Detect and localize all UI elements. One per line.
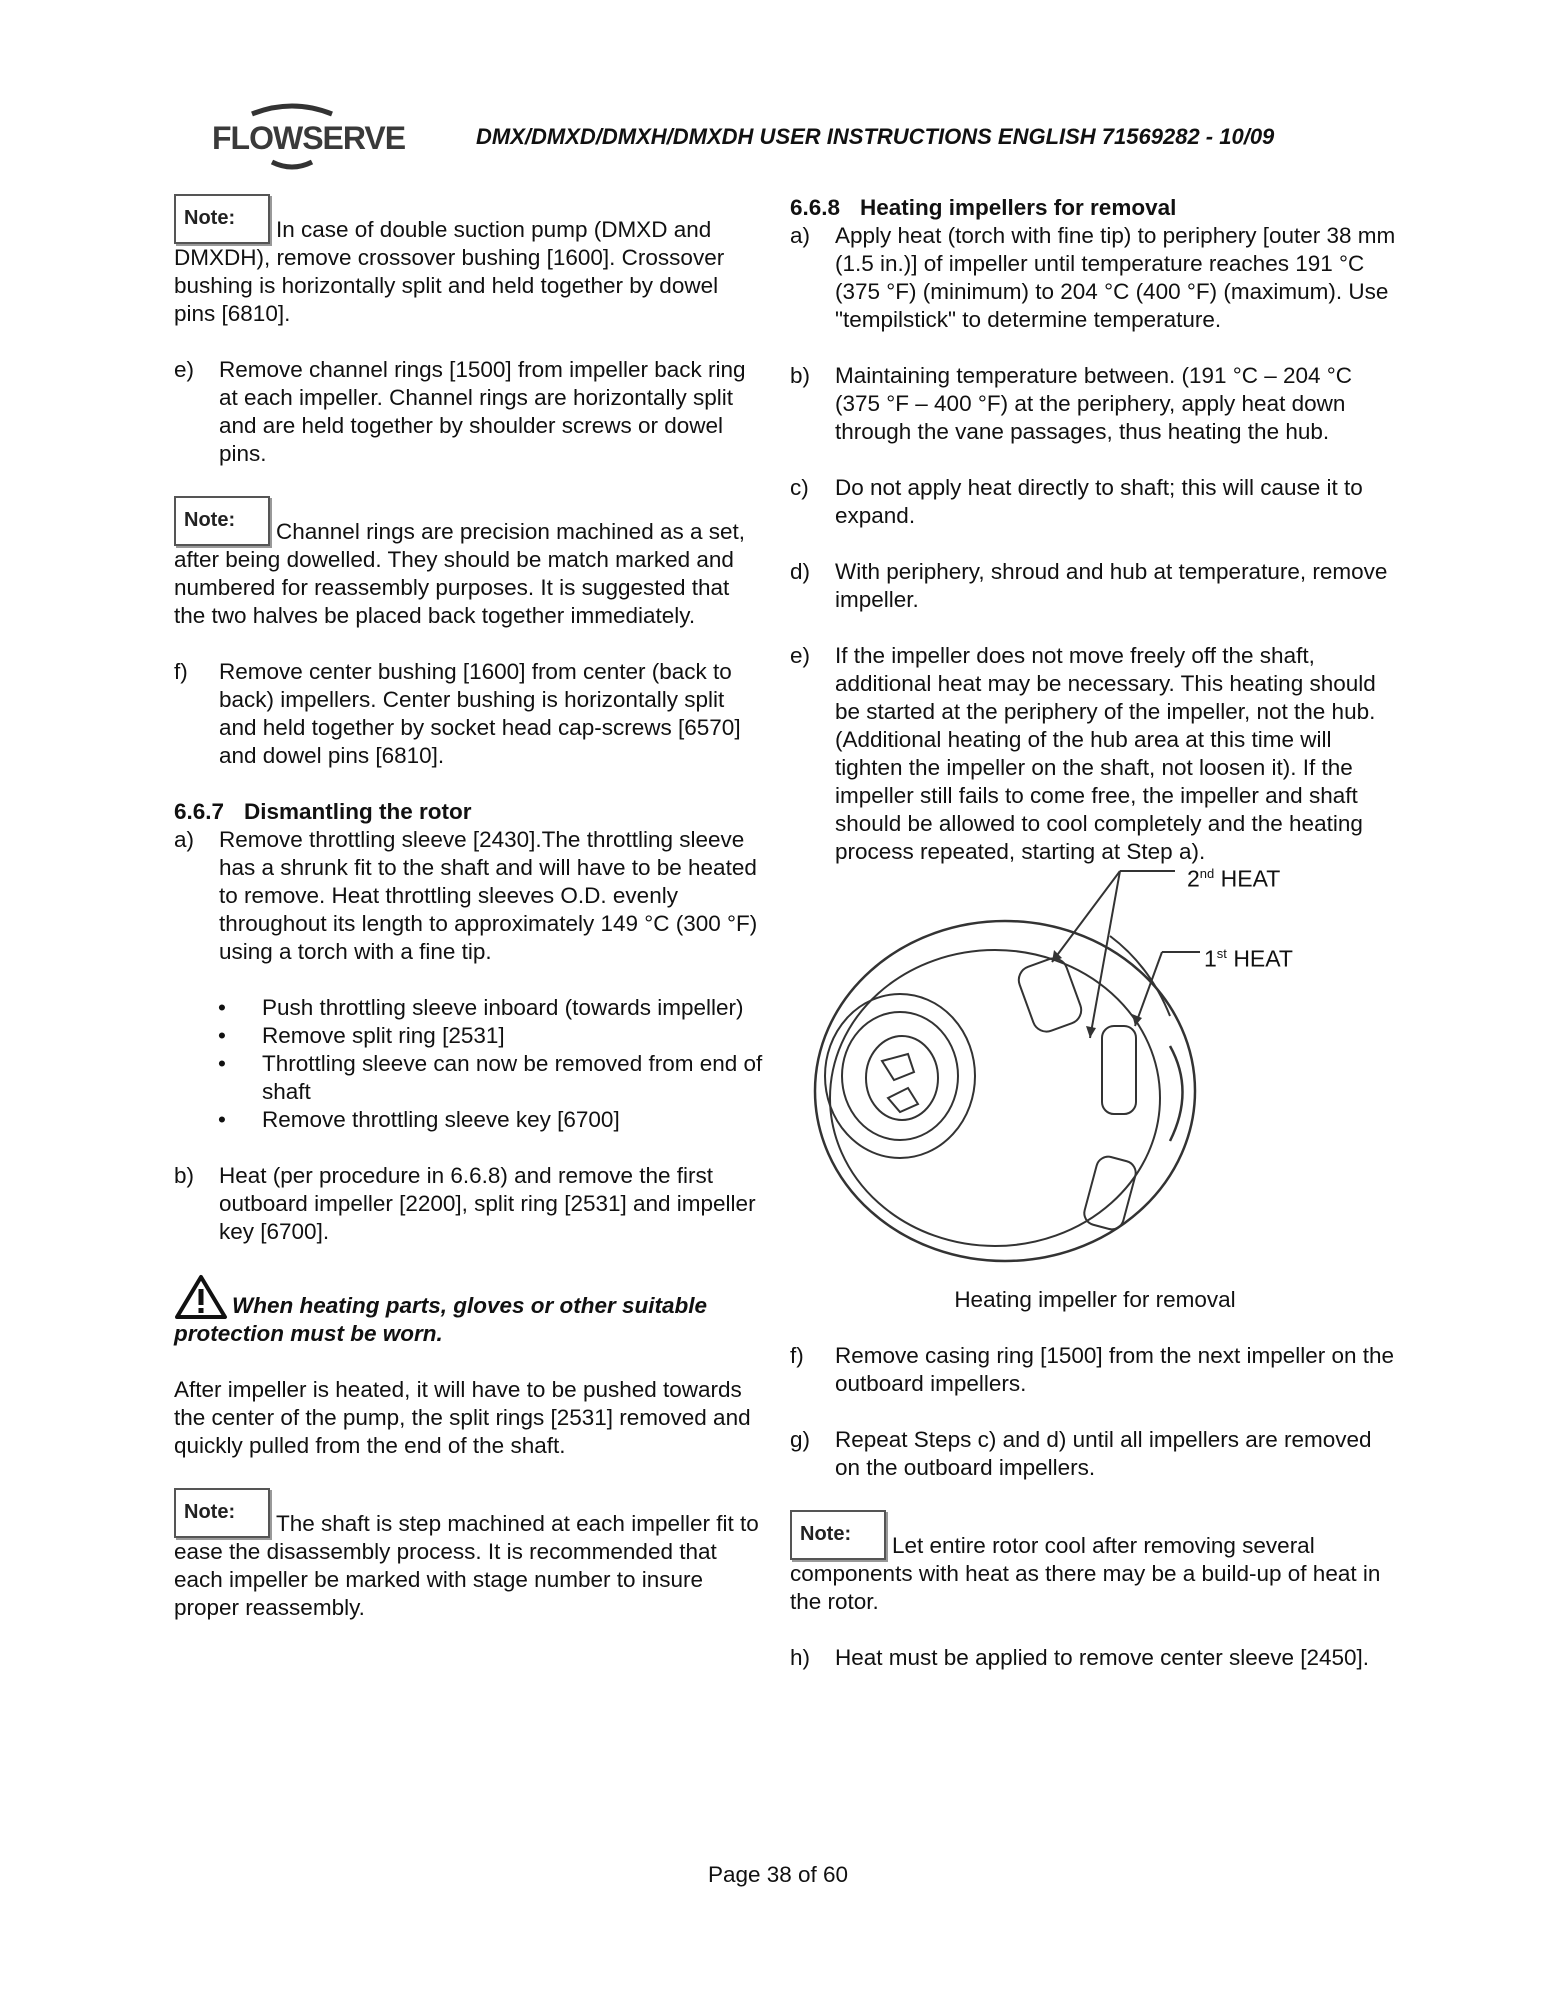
list-item: e) Remove channel rings [1500] from impeller back ring at each impeller. Channel rings are horizontally split and are held together by shoulder screws or dowel pins. [174,357,746,466]
logo-text: FLOWSERVE [212,120,406,156]
note-paragraph [790,1510,1400,1616]
right-column [790,194,1400,1700]
note-text: The shaft is step machined at each impeller fit to ease the disassembly process. It is recommended that each impeller be marked with stage number to insure proper reassembly. [174,1511,759,1620]
note-icon: Note: [174,1488,270,1538]
figure-caption: Heating impeller for removal [954,1287,1236,1312]
note-paragraph [174,194,764,328]
warning-triangle-icon [174,1274,228,1320]
figure-label-2nd-heat: 2nd HEAT [1187,865,1281,892]
list-item: b) Maintaining temperature between. (191 °C – 204 °C (375 °F – 400 °F) at the periphery, apply heat down through the vane passages, thus heating the hub. [790,363,1353,444]
document-header-title: DMX/DMXD/DMXH/DMXDH USER INSTRUCTIONS ENGLISH 71569282 - 10/09 [476,124,1275,149]
note-icon: Note: [174,194,270,244]
list-item: a) Remove throttling sleeve [2430].The throttling sleeve has a shrunk fit to the shaft and will have to be heated to remove. Heat throttling sleeves O.D. evenly throughout its length to approximately 149 °C (300 °F) using a torch with a fine tip. [174,827,758,964]
page-number: Page 38 of 60 [707,1862,849,1887]
impeller-drawing [790,866,1400,1266]
note-paragraph [174,496,764,630]
list-item: g) Repeat Steps c) and d) until all impellers are removed on the outboard impellers. [790,1427,1372,1480]
note-icon: Note: [174,496,270,546]
list-item: f) Remove center bushing [1600] from center (back to back) impellers. Center bushing is horizontally split and held together by socket head cap-screws [6570] and dowel pins [6810]. [174,659,741,768]
section-heading: 6.6.8 Heating impellers for removal [790,195,1177,220]
section-heading: 6.6.7 Dismantling the rotor [174,799,472,824]
body-paragraph: After impeller is heated, it will have to be pushed towards the center of the pump, the split rings [2531] removed and quickly pulled from the end of the shaft. [174,1377,751,1458]
note-paragraph [174,1488,764,1622]
note-text: In case of double suction pump (DMXD and DMXDH), remove crossover bushing [1600]. Crossover bushing is horizontally split and held together by dowel pins [6810]. [174,217,725,326]
bullet-item: • Throttling sleeve can now be removed from end of shaft [262,1050,764,1106]
left-column [174,194,764,1650]
note-text: Channel rings are precision machined as a set, after being dowelled. They should be match marked and numbered for reassembly purposes. It is suggested that the two halves be placed back together immediately. [174,519,746,628]
warning-paragraph [174,1274,764,1348]
list-item: d) With periphery, shroud and hub at temperature, remove impeller. [790,559,1388,612]
impeller-figure [790,866,1400,1286]
flowserve-logo [212,100,406,180]
list-item: b) Heat (per procedure in 6.6.8) and remove the first outboard impeller [2200], split ring [2531] and impeller key [6700]. [174,1163,756,1244]
list-item: f) Remove casing ring [1500] from the next impeller on the outboard impellers. [790,1343,1395,1396]
figure-label-1st-heat: 1st HEAT [1204,945,1293,972]
warning-text: When heating parts, gloves or other suitable protection must be worn. [174,1293,708,1346]
note-icon: Note: [790,1510,886,1560]
bullet-list [262,994,764,1134]
list-item: a) Apply heat (torch with fine tip) to periphery [outer 38 mm (1.5 in.)] of impeller until temperature reaches 191 °C (375 °F) (minimum) to 204 °C (400 °F) (maximum). Use "tempilstick" to determine temperature. [790,223,1396,332]
note-text: Let entire rotor cool after removing several components with heat as there may be a build-up of heat in the rotor. [790,1533,1381,1614]
bullet-item: • Remove split ring [2531] [262,1022,764,1050]
bullet-item: • Remove throttling sleeve key [6700] [262,1106,764,1134]
list-item: h) Heat must be applied to remove center sleeve [2450]. [790,1645,1370,1670]
list-item: e) If the impeller does not move freely off the shaft, additional heat may be necessary. This heating should be started at the periphery of the impeller, not the hub. (Additional heating of the hub area at this time will tighten the impeller on the shaft, not loosen it). If the impeller still fails to come free, the impeller and shaft should be allowed to cool completely and the heating process repeated, starting at Step a). [790,643,1376,864]
bullet-item: • Push throttling sleeve inboard (towards impeller) [262,994,764,1022]
list-item: c) Do not apply heat directly to shaft; this will cause it to expand. [790,475,1363,528]
